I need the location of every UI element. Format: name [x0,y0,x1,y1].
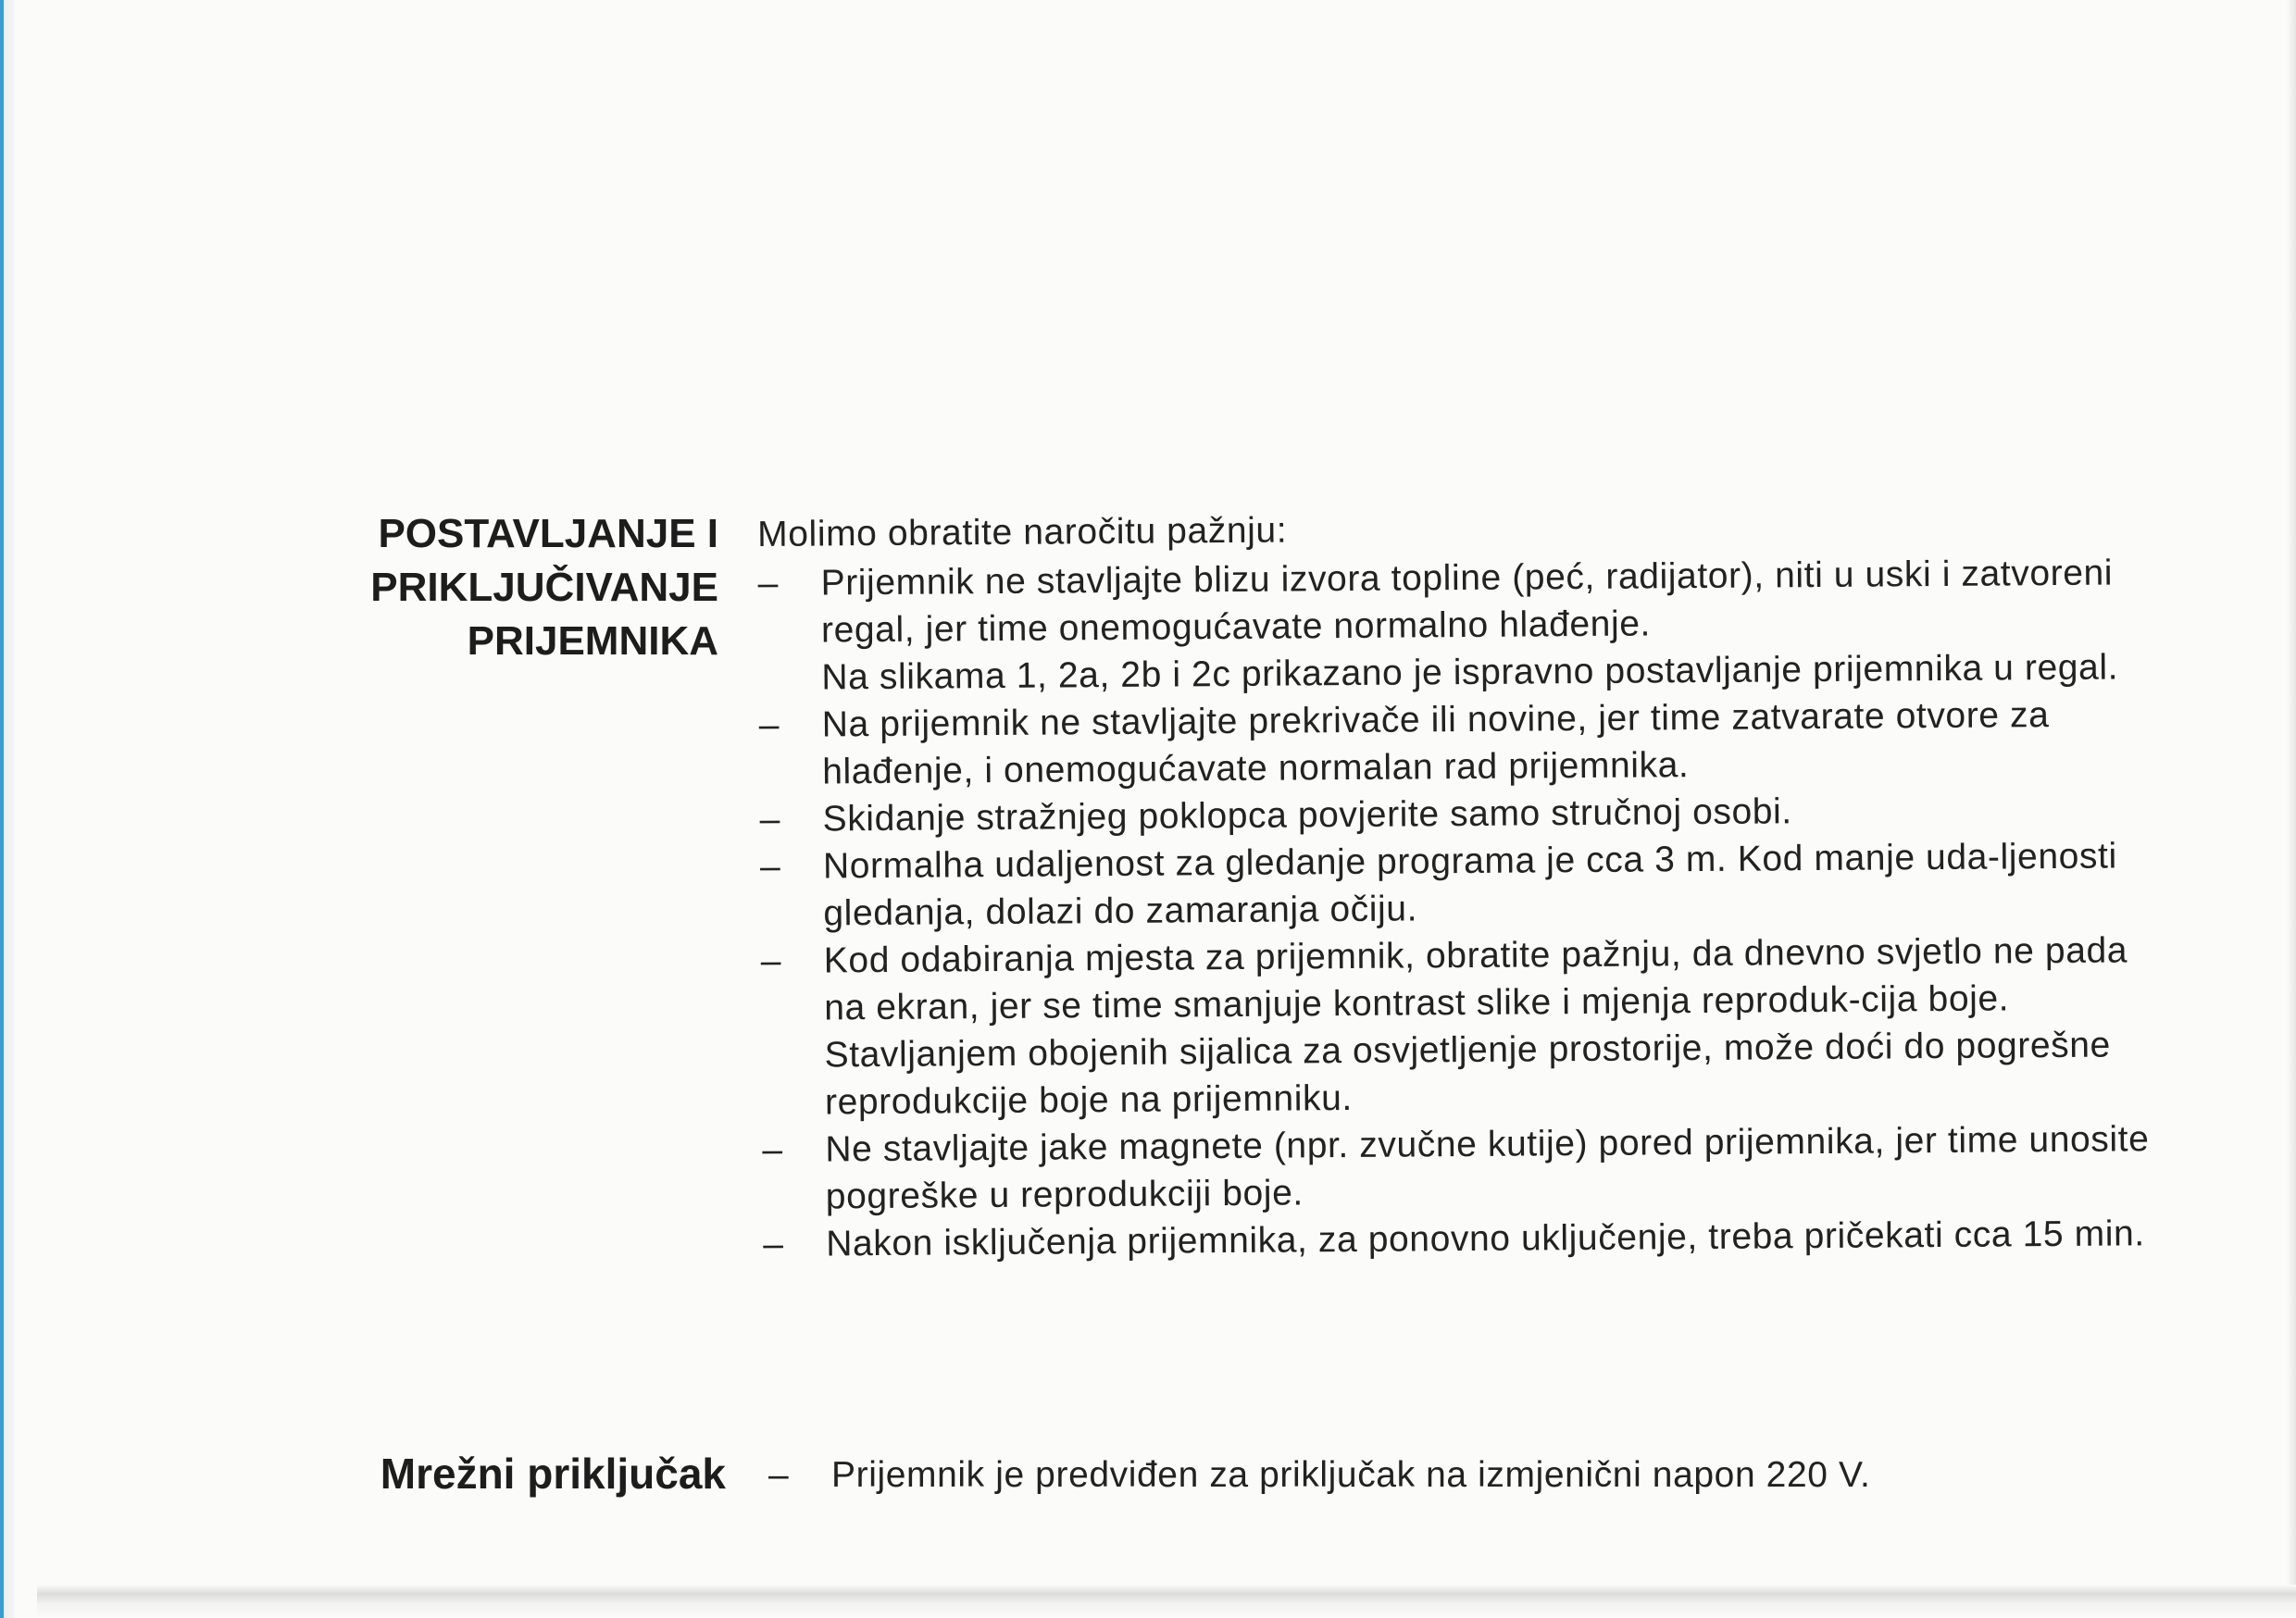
dash-marker: – [762,1129,783,1170]
paragraph: Prijemnik ne stavljajte blizu izvora topline (peć, radijator), niti u uski i zatvoreni regal, jer time onemogućavate normalno hlađenje. [820,553,2114,651]
list-item [761,927,2152,1126]
page-edge-left [0,0,15,1618]
list-item [757,549,2147,702]
mains-heading: Mrežni priključak [380,1450,726,1498]
dash-marker: – [768,1455,790,1495]
paragraph: Kod odabiranja mjesta za prijemnik, obratite pažnju, da dnevno svjetlo ne pada na ekran, jer se time smanjuje kontrast slike i mjenja reproduk-cija boje. Stavljanjem obojenih sijalica za osvjetljenje prostorije, može doći do pogrešne reprodukcije boje na prijemniku. [823,930,2128,1123]
paragraph: Ne stavljajte jake magnete (npr. zvučne kutije) pored prijemnika, jer time unosite pogreške u reprodukciji boje. [825,1119,2150,1217]
section-heading-line: POSTAVLJANJE I [378,511,718,556]
section-content [757,500,2152,1268]
list-item [760,832,2150,938]
paragraph: Normalha udaljenost za gledanje programa je cca 3 m. Kod manje uda-ljenosti gledanja, dolazi do zamaranja očiju. [822,836,2117,934]
paragraph: Nakon isključenja prijemnika, za ponovno uključenje, treba pričekati cca 15 min. [826,1214,2145,1264]
list-item-text [822,691,2149,795]
list-item [763,1210,2152,1268]
paragraph: Na slikama 1, 2a, 2b i 2c prikazano je ispravno postavljanje prijemnika u regal. [821,647,2119,698]
paragraph: Skidanje stražnjeg poklopca povjerite samo stručnoj osobi. [822,791,1792,840]
page-edge-bottom [37,1585,2296,1618]
list-item [759,691,2149,796]
section-heading-line: PRIJEMNIKA [467,618,718,664]
dash-marker: – [763,1224,784,1264]
dash-marker: – [758,704,780,745]
dash-marker: – [757,563,780,604]
list-item-text [823,832,2150,937]
intro-text: Molimo obratite naročitu pažnju: [757,510,1288,554]
page-edge-right [2287,0,2296,1618]
dash-marker: – [759,846,781,887]
dash-marker: – [760,940,782,981]
paragraph: Na prijemnik ne stavljajte prekrivače ili novine, jer time zatvarate otvore za hlađenje, i onemogućavate normalan rad prijemnika. [821,695,2050,792]
dash-marker: – [759,799,781,840]
section-heading [315,507,718,668]
list-item-text [824,927,2152,1126]
list-item [762,1115,2152,1221]
list-item-text [825,1115,2152,1220]
section-heading-line: PRIKLJUČIVANJE [370,565,718,610]
mains-item-text: Prijemnik je predviđen za priključak na izmjenični napon 220 V. [831,1455,1871,1495]
list-item-text [826,1210,2152,1267]
list-item-text [820,549,2147,701]
mains-item [768,1451,2120,1499]
